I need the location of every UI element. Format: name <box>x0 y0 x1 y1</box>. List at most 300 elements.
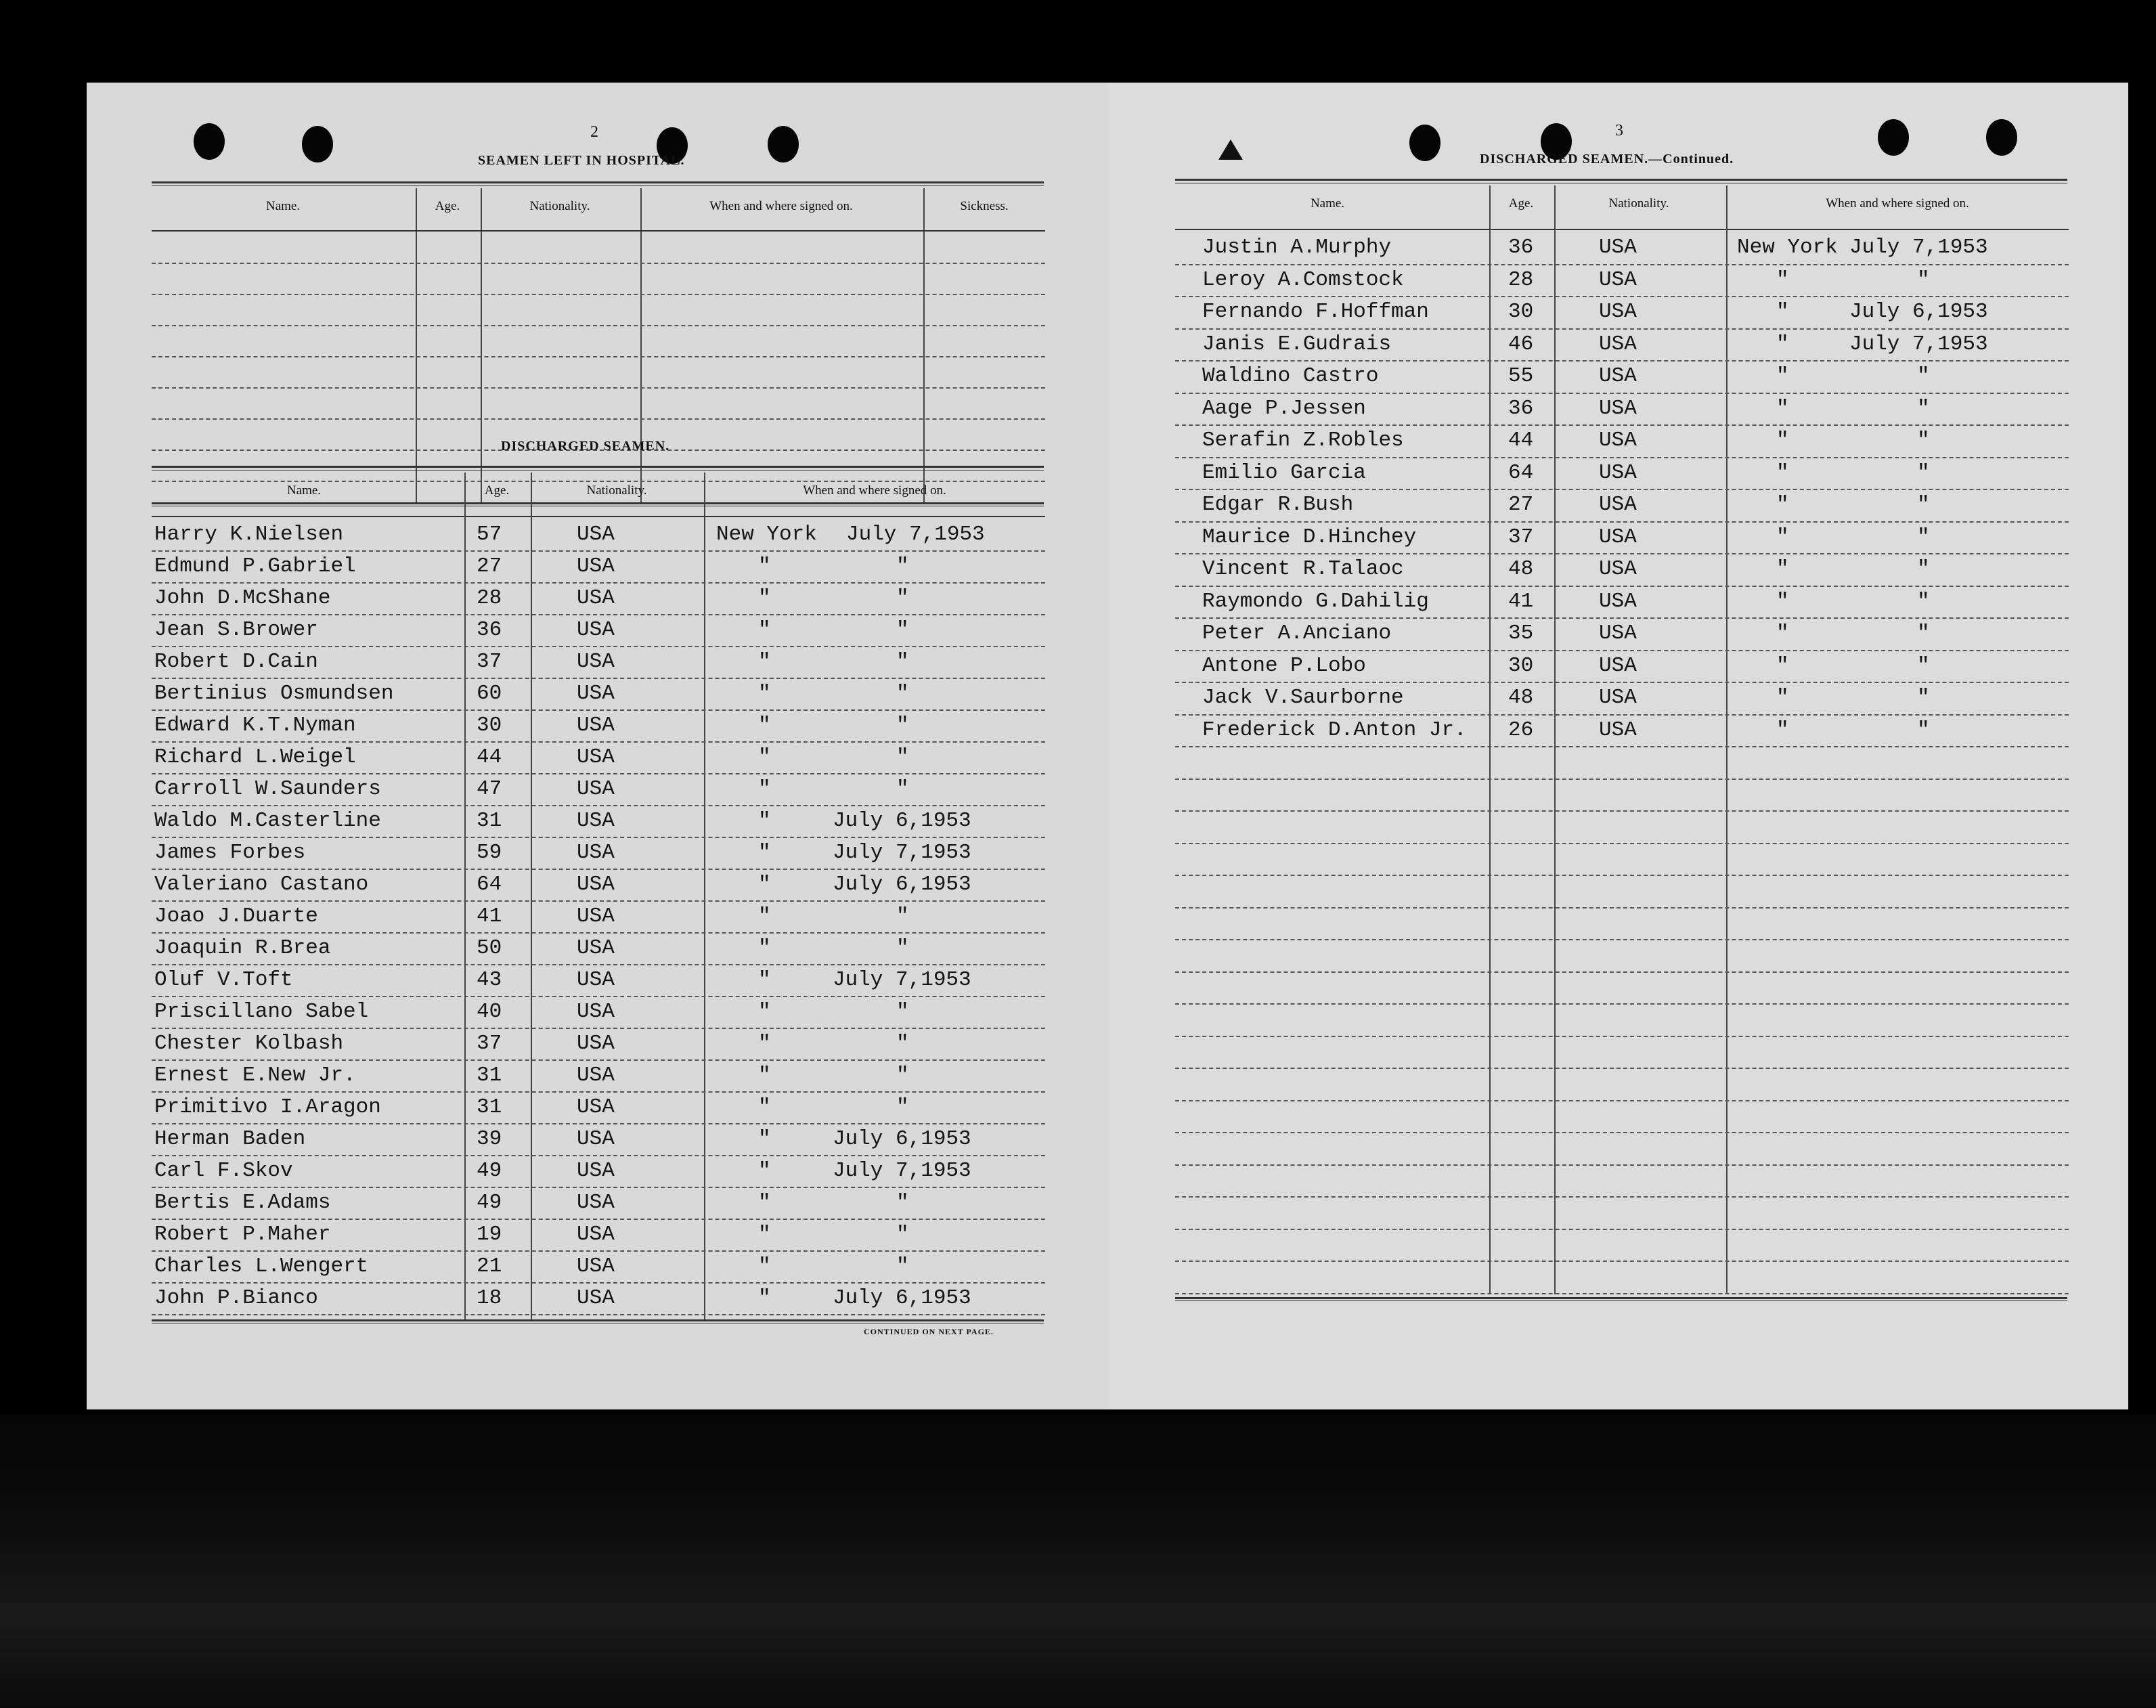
row-rule <box>1175 907 2069 908</box>
row-place: " <box>1776 300 1789 324</box>
row-name: Janis E.Gudrais <box>1202 332 1392 356</box>
row-age: 64 <box>1508 461 1534 485</box>
punch-hole <box>1878 119 1909 156</box>
row-place: " <box>758 1159 771 1183</box>
row-rule <box>1175 1196 2069 1198</box>
row-name: Richard L.Weigel <box>154 745 356 769</box>
col-header-name: Name. <box>1310 196 1345 211</box>
row-date: " <box>896 1254 909 1278</box>
row-place: " <box>758 809 771 833</box>
row-age: 28 <box>1508 268 1534 292</box>
row-name: Carroll W.Saunders <box>154 777 381 801</box>
row-rule <box>152 481 1045 482</box>
row-name: Priscillano Sabel <box>154 1000 369 1024</box>
row-date: " <box>896 904 909 928</box>
row-date: " <box>896 745 909 769</box>
row-rule <box>152 1187 1045 1188</box>
row-rule <box>1175 457 2069 458</box>
row-nationality: USA <box>577 586 615 610</box>
row-age: 36 <box>1508 397 1534 420</box>
row-name: Charles L.Wengert <box>154 1254 369 1278</box>
column-divider <box>531 473 532 1319</box>
row-age: 48 <box>1508 686 1534 709</box>
column-divider <box>704 473 705 1319</box>
hospital-section-title: SEAMEN LEFT IN HOSPITAL. <box>478 153 685 168</box>
col-header-age: Age. <box>435 199 460 213</box>
table-bottom-rule <box>1175 1297 2067 1301</box>
punch-hole <box>1986 119 2017 156</box>
punch-hole <box>302 126 333 162</box>
col-header-signed-on: When and where signed on. <box>1826 196 1969 211</box>
row-age: 28 <box>477 586 502 610</box>
row-name: Jack V.Saurborne <box>1202 686 1404 709</box>
row-date: July 7,1953 <box>833 968 971 992</box>
row-name: Justin A.Murphy <box>1202 236 1392 259</box>
row-nationality: USA <box>577 1032 615 1055</box>
row-rule <box>152 741 1045 743</box>
right-page <box>1107 83 2128 1409</box>
row-rule <box>1175 682 2069 683</box>
row-rule <box>1175 424 2069 426</box>
row-rule <box>152 709 1045 711</box>
row-place: " <box>758 777 771 801</box>
row-nationality: USA <box>577 650 615 674</box>
row-place: " <box>758 745 771 769</box>
row-rule <box>1175 1229 2069 1230</box>
row-date: " <box>1917 364 1930 388</box>
row-place: " <box>758 1191 771 1214</box>
row-nationality: USA <box>577 1286 615 1310</box>
row-rule <box>1175 843 2069 844</box>
row-nationality: USA <box>577 1159 615 1183</box>
row-date: " <box>1917 621 1930 645</box>
row-nationality: USA <box>577 1191 615 1214</box>
row-name: Robert D.Cain <box>154 650 318 674</box>
row-nationality: USA <box>577 682 615 705</box>
row-nationality: USA <box>1599 718 1637 742</box>
row-name: James Forbes <box>154 841 306 864</box>
row-name: Raymondo G.Dahilig <box>1202 590 1429 613</box>
row-age: 50 <box>477 936 502 960</box>
row-rule <box>1175 1100 2069 1101</box>
row-age: 26 <box>1508 718 1534 742</box>
row-date: " <box>896 650 909 674</box>
row-nationality: USA <box>1599 429 1637 452</box>
column-divider <box>1726 185 1728 1294</box>
row-nationality: USA <box>1599 557 1637 581</box>
row-date: " <box>896 554 909 578</box>
row-date: " <box>896 1064 909 1087</box>
row-rule <box>152 356 1045 357</box>
row-rule <box>152 1282 1045 1284</box>
row-rule <box>152 805 1045 806</box>
row-place: " <box>758 554 771 578</box>
row-place: " <box>1776 525 1789 549</box>
row-name: John D.McShane <box>154 586 331 610</box>
row-nationality: USA <box>1599 525 1637 549</box>
row-age: 39 <box>477 1127 502 1151</box>
row-date: " <box>1917 525 1930 549</box>
row-name: Primitivo I.Aragon <box>154 1095 381 1119</box>
row-place: " <box>758 682 771 705</box>
row-nationality: USA <box>577 523 615 546</box>
row-date: July 6,1953 <box>833 873 971 896</box>
row-place: " <box>1776 493 1789 517</box>
row-rule <box>1175 779 2069 780</box>
row-date: " <box>896 682 909 705</box>
col-header-signed-on: When and where signed on. <box>803 483 946 498</box>
row-age: 21 <box>477 1254 502 1278</box>
row-place: " <box>758 936 771 960</box>
row-place: " <box>1776 621 1789 645</box>
row-date: July 7,1953 <box>1849 236 1988 259</box>
discharged-continued-title: DISCHARGED SEAMEN.—Continued. <box>1480 152 1734 167</box>
row-name: Jean S.Brower <box>154 618 318 642</box>
row-rule <box>1175 714 2069 716</box>
row-age: 60 <box>477 682 502 705</box>
row-rule <box>152 837 1045 838</box>
row-place: " <box>1776 590 1789 613</box>
row-rule <box>152 1059 1045 1061</box>
row-place: " <box>758 1095 771 1119</box>
row-nationality: USA <box>577 904 615 928</box>
section-rule <box>152 181 1044 186</box>
row-nationality: USA <box>577 1254 615 1278</box>
row-name: Bertinius Osmundsen <box>154 682 394 705</box>
row-date: " <box>896 777 909 801</box>
row-name: Chester Kolbash <box>154 1032 344 1055</box>
row-age: 37 <box>477 650 502 674</box>
row-name: Leroy A.Comstock <box>1202 268 1404 292</box>
row-name: Vincent R.Talaoc <box>1202 557 1404 581</box>
row-age: 40 <box>477 1000 502 1024</box>
page-number: 3 <box>1615 122 1623 139</box>
row-date: July 6,1953 <box>833 809 971 833</box>
section-rule <box>152 466 1044 470</box>
row-date: " <box>1917 429 1930 452</box>
row-date: July 6,1953 <box>833 1286 971 1310</box>
row-age: 27 <box>1508 493 1534 517</box>
row-rule <box>152 996 1045 997</box>
row-rule <box>152 418 1045 420</box>
row-place: " <box>758 1000 771 1024</box>
row-age: 49 <box>477 1159 502 1183</box>
row-nationality: USA <box>577 618 615 642</box>
continued-note: CONTINUED ON NEXT PAGE. <box>864 1327 994 1336</box>
column-divider <box>481 188 482 502</box>
column-divider <box>923 188 925 502</box>
row-place: " <box>758 586 771 610</box>
row-rule <box>152 1314 1045 1315</box>
row-rule <box>152 263 1045 264</box>
row-age: 35 <box>1508 621 1534 645</box>
row-date: " <box>1917 268 1930 292</box>
row-place: " <box>1776 364 1789 388</box>
row-name: Edgar R.Bush <box>1202 493 1354 517</box>
row-nationality: USA <box>1599 268 1637 292</box>
row-name: Oluf V.Toft <box>154 968 293 992</box>
row-rule <box>152 646 1045 647</box>
row-rule <box>152 1219 1045 1220</box>
row-place: " <box>1776 718 1789 742</box>
row-date: " <box>1917 590 1930 613</box>
row-date: July 7,1953 <box>1849 332 1988 356</box>
row-rule <box>1175 1164 2069 1166</box>
col-header-sickness: Sickness. <box>960 199 1009 213</box>
row-nationality: USA <box>577 1000 615 1024</box>
row-age: 27 <box>477 554 502 578</box>
row-rule <box>1175 1132 2069 1133</box>
row-place: " <box>758 873 771 896</box>
page-number: 2 <box>590 123 598 141</box>
row-place: " <box>758 650 771 674</box>
row-age: 41 <box>477 904 502 928</box>
row-name: Frederick D.Anton Jr. <box>1202 718 1467 742</box>
row-rule <box>152 678 1045 679</box>
row-age: 41 <box>1508 590 1534 613</box>
row-rule <box>1175 296 2069 297</box>
row-age: 30 <box>477 714 502 737</box>
column-divider <box>1489 185 1491 1294</box>
row-rule <box>1175 650 2069 651</box>
header-rule <box>152 516 1045 517</box>
row-nationality: USA <box>577 841 615 864</box>
row-rule <box>1175 521 2069 523</box>
row-nationality: USA <box>1599 332 1637 356</box>
row-nationality: USA <box>1599 654 1637 678</box>
row-age: 36 <box>1508 236 1534 259</box>
column-divider <box>464 473 466 1319</box>
row-rule <box>152 869 1045 870</box>
row-name: Antone P.Lobo <box>1202 654 1366 678</box>
punch-hole <box>194 123 225 160</box>
row-place: " <box>1776 397 1789 420</box>
row-date: July 7,1953 <box>833 841 971 864</box>
row-date: " <box>896 1095 909 1119</box>
row-age: 19 <box>477 1223 502 1246</box>
row-rule <box>152 932 1045 934</box>
row-date: July 6,1953 <box>833 1127 971 1151</box>
row-rule <box>1175 939 2069 940</box>
row-name: Joao J.Duarte <box>154 904 318 928</box>
row-rule <box>1175 875 2069 876</box>
row-age: 46 <box>1508 332 1534 356</box>
row-place: " <box>758 1223 771 1246</box>
row-place: " <box>758 1064 771 1087</box>
row-nationality: USA <box>1599 621 1637 645</box>
row-name: Peter A.Anciano <box>1202 621 1392 645</box>
row-rule <box>1175 971 2069 973</box>
row-age: 44 <box>1508 429 1534 452</box>
row-rule <box>1175 264 2069 265</box>
row-date: " <box>896 618 909 642</box>
row-nationality: USA <box>577 809 615 833</box>
row-name: Fernando F.Hoffman <box>1202 300 1429 324</box>
row-place: " <box>758 904 771 928</box>
row-date: " <box>896 1191 909 1214</box>
row-name: Bertis E.Adams <box>154 1191 331 1214</box>
discharged-section-title: DISCHARGED SEAMEN. <box>501 439 670 454</box>
row-age: 49 <box>477 1191 502 1214</box>
row-rule <box>152 582 1045 584</box>
row-place: " <box>758 841 771 864</box>
row-name: Edmund P.Gabriel <box>154 554 356 578</box>
row-nationality: USA <box>577 714 615 737</box>
row-nationality: USA <box>1599 493 1637 517</box>
row-name: Valeriano Castano <box>154 873 369 896</box>
column-divider <box>416 188 417 502</box>
row-rule <box>1175 553 2069 554</box>
row-date: " <box>1917 397 1930 420</box>
col-header-nationality: Nationality. <box>529 199 590 213</box>
header-rule <box>152 230 1045 232</box>
row-rule <box>1175 1261 2069 1262</box>
row-age: 64 <box>477 873 502 896</box>
row-name: Waldino Castro <box>1202 364 1379 388</box>
row-rule <box>1175 1003 2069 1005</box>
column-divider <box>1554 185 1556 1294</box>
row-rule <box>152 900 1045 902</box>
punch-hole <box>1409 125 1440 161</box>
punch-hole-torn <box>1218 139 1243 160</box>
row-age: 37 <box>477 1032 502 1055</box>
row-age: 18 <box>477 1286 502 1310</box>
row-rule <box>152 387 1045 389</box>
header-rule <box>1175 229 2069 230</box>
row-rule <box>1175 586 2069 587</box>
row-date: " <box>1917 654 1930 678</box>
row-rule <box>152 1155 1045 1156</box>
row-name: Serafin Z.Robles <box>1202 429 1404 452</box>
row-date: " <box>896 586 909 610</box>
row-age: 30 <box>1508 300 1534 324</box>
row-date: July 7,1953 <box>833 1159 971 1183</box>
row-place: " <box>1776 429 1789 452</box>
row-rule <box>1175 328 2069 330</box>
row-name: John P.Bianco <box>154 1286 318 1310</box>
row-date: " <box>896 714 909 737</box>
row-place: " <box>758 1032 771 1055</box>
row-age: 31 <box>477 1064 502 1087</box>
row-date: " <box>896 1000 909 1024</box>
row-name: Harry K.Nielsen <box>154 523 344 546</box>
row-date: " <box>896 936 909 960</box>
row-name: Herman Baden <box>154 1127 306 1151</box>
row-place: " <box>758 714 771 737</box>
row-place: " <box>758 618 771 642</box>
row-place: " <box>1776 654 1789 678</box>
row-age: 31 <box>477 809 502 833</box>
row-age: 31 <box>477 1095 502 1119</box>
row-rule <box>152 294 1045 295</box>
row-place: " <box>758 1286 771 1310</box>
row-place: " <box>758 1254 771 1278</box>
row-rule <box>1175 617 2069 619</box>
row-age: 57 <box>477 523 502 546</box>
col-header-age: Age. <box>1508 196 1534 211</box>
row-name: Carl F.Skov <box>154 1159 293 1183</box>
row-nationality: USA <box>1599 590 1637 613</box>
row-name: Waldo M.Casterline <box>154 809 381 833</box>
col-header-name: Name. <box>265 199 301 213</box>
row-name: Ernest E.New Jr. <box>154 1064 356 1087</box>
row-place: " <box>1776 461 1789 485</box>
row-rule <box>1175 489 2069 490</box>
row-date: " <box>1917 461 1930 485</box>
row-age: 43 <box>477 968 502 992</box>
row-date: " <box>1917 718 1930 742</box>
row-age: 37 <box>1508 525 1534 549</box>
row-date: " <box>1917 557 1930 581</box>
row-place: " <box>758 1127 771 1151</box>
row-rule <box>1175 360 2069 362</box>
row-age: 59 <box>477 841 502 864</box>
row-place: " <box>758 968 771 992</box>
row-rule <box>152 1091 1045 1093</box>
col-header-name: Name. <box>286 483 322 498</box>
row-rule <box>152 325 1045 326</box>
col-header-nationality: Nationality. <box>586 483 647 498</box>
row-date: " <box>896 1223 909 1246</box>
row-date: " <box>1917 493 1930 517</box>
column-divider <box>640 188 642 502</box>
row-place: New York <box>1737 236 1838 259</box>
row-name: Edward K.T.Nyman <box>154 714 356 737</box>
row-nationality: USA <box>577 554 615 578</box>
row-nationality: USA <box>1599 397 1637 420</box>
row-nationality: USA <box>577 873 615 896</box>
row-date: " <box>896 1032 909 1055</box>
row-name: Robert P.Maher <box>154 1223 331 1246</box>
row-nationality: USA <box>577 1223 615 1246</box>
row-date: " <box>1917 686 1930 709</box>
row-place: " <box>1776 686 1789 709</box>
row-rule <box>152 1028 1045 1029</box>
row-age: 48 <box>1508 557 1534 581</box>
col-header-age: Age. <box>484 483 510 498</box>
row-nationality: USA <box>1599 236 1637 259</box>
row-name: Aage P.Jessen <box>1202 397 1366 420</box>
table-bottom-rule <box>152 1319 1044 1323</box>
row-place: New York <box>716 523 817 546</box>
row-rule <box>152 1123 1045 1124</box>
section-rule <box>152 502 1044 506</box>
row-rule <box>1175 393 2069 394</box>
row-rule <box>1175 1293 2069 1294</box>
row-rule <box>1175 810 2069 812</box>
punch-hole <box>768 126 799 162</box>
row-nationality: USA <box>577 745 615 769</box>
row-nationality: USA <box>1599 300 1637 324</box>
row-nationality: USA <box>1599 686 1637 709</box>
row-nationality: USA <box>1599 461 1637 485</box>
section-rule <box>1175 179 2067 183</box>
row-place: " <box>1776 557 1789 581</box>
row-name: Joaquin R.Brea <box>154 936 331 960</box>
row-nationality: USA <box>577 777 615 801</box>
row-rule <box>152 1250 1045 1252</box>
row-name: Maurice D.Hinchey <box>1202 525 1417 549</box>
row-rule <box>1175 1068 2069 1069</box>
row-nationality: USA <box>1599 364 1637 388</box>
col-header-signed-on: When and where signed on. <box>709 199 853 213</box>
row-place: " <box>1776 268 1789 292</box>
row-rule <box>152 550 1045 552</box>
scanner-background <box>0 1415 2156 1708</box>
row-rule <box>152 614 1045 615</box>
row-age: 30 <box>1508 654 1534 678</box>
row-rule <box>1175 746 2069 747</box>
